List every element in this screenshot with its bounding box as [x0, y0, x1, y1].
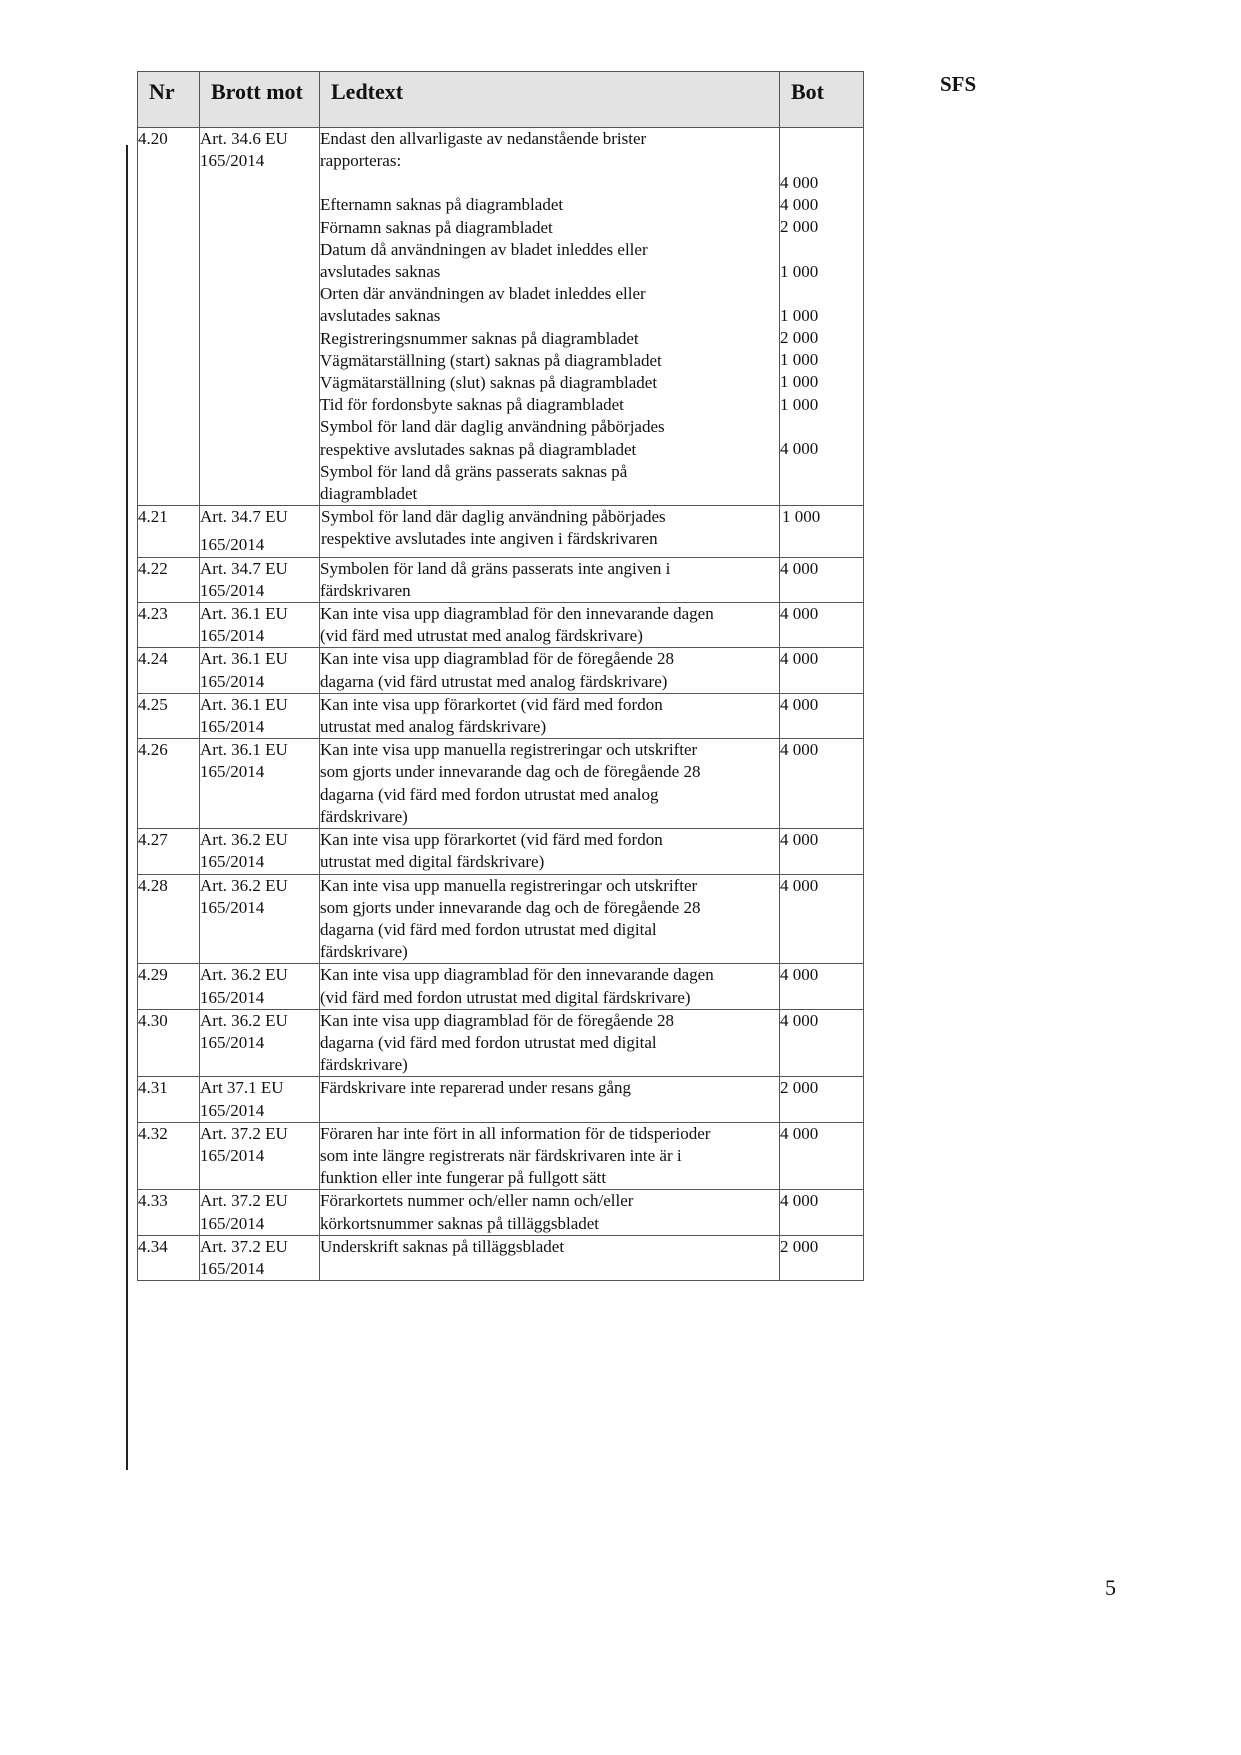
row-ledtext — [320, 874, 780, 964]
item-line: diagrambladet — [320, 484, 418, 504]
row-ledtext — [320, 829, 780, 874]
spacer — [320, 172, 779, 194]
row-brott-mot — [200, 964, 320, 1009]
row-ledtext — [320, 739, 780, 829]
row-brott-mot — [200, 648, 320, 693]
item-line: Vägmätarställning (slut) saknas på diagrambladet — [320, 373, 658, 393]
ledtext-line: färdskrivare) — [320, 942, 408, 962]
intro-line: Endast den allvarligaste av nedanstående brister — [320, 129, 647, 148]
ledtext-line: färdskrivaren — [320, 580, 411, 600]
item-line: avslutades saknas — [320, 262, 441, 282]
table-row — [138, 693, 864, 738]
ledtext-line: Kan inte visa upp förarkortet (vid färd med fordon — [320, 830, 663, 850]
row-nr: 4.33 — [138, 1190, 200, 1235]
row-brott-mot — [200, 1235, 320, 1280]
row-bot: 4 000 — [780, 829, 864, 874]
ledtext-line: dagarna (vid färd med fordon utrustat med analog — [320, 784, 659, 804]
item-line: respektive avslutades saknas på diagrambladet — [320, 439, 637, 459]
row-brott-mot — [200, 739, 320, 829]
brott-line: 165/2014 — [200, 1145, 265, 1165]
row-brott-mot — [200, 874, 320, 964]
brott-line: Art. 36.2 EU — [200, 1010, 288, 1030]
row-bot: 4 000 — [780, 874, 864, 964]
brott-line: 165/2014 — [200, 762, 265, 782]
bot-value: 1 000 — [780, 261, 819, 281]
row-ledtext — [320, 1190, 780, 1235]
ledtext-line: körkortsnummer saknas på tilläggsbladet — [320, 1213, 600, 1233]
row-ledtext — [320, 506, 780, 557]
header-nr: Nr — [138, 72, 200, 128]
bot-value: 4 000 — [780, 438, 819, 458]
row-nr: 4.32 — [138, 1122, 200, 1190]
row-bot: 4 000 — [780, 648, 864, 693]
row-brott-mot — [200, 1077, 320, 1122]
row-bot: 2 000 — [780, 1235, 864, 1280]
ledtext-line: Kan inte visa upp diagramblad för den innevarande dagen — [320, 965, 714, 985]
item-line: Symbol för land där daglig användning påbörjades — [320, 417, 665, 437]
header-brott-mot: Brott mot — [200, 72, 320, 128]
ledtext-line: Kan inte visa upp diagramblad för de föregående 28 — [320, 1010, 675, 1030]
row-bot: 4 000 — [780, 693, 864, 738]
bot-value: 1 000 — [780, 372, 819, 392]
item-line: Registreringsnummer saknas på diagrambladet — [320, 328, 639, 348]
row-ledtext — [320, 964, 780, 1009]
table-row — [138, 1077, 864, 1122]
page-number: 5 — [1105, 1575, 1116, 1600]
brott-line: Art. 36.1 EU — [200, 604, 288, 624]
row-nr: 4.26 — [138, 739, 200, 829]
penalty-table — [137, 71, 864, 1281]
brott-line: Art. 36.2 EU — [200, 830, 288, 850]
brott-line: 165/2014 — [200, 987, 265, 1007]
ledtext-line: dagarna (vid färd utrustat med analog färdskrivare) — [320, 671, 668, 691]
row-brott-mot — [200, 128, 320, 506]
ledtext-line: Kan inte visa upp diagramblad för de föregående 28 — [320, 649, 675, 669]
ledtext-line: Föraren har inte fört in all information för de tidsperioder — [320, 1123, 711, 1143]
ledtext-line: respektive avslutades inte angiven i färdskrivaren — [321, 529, 658, 549]
brott-line: 165/2014 — [200, 1258, 265, 1278]
ledtext-line: Kan inte visa upp diagramblad för den innevarande dagen — [320, 604, 714, 624]
row-bot: 4 000 — [780, 603, 864, 648]
brott-line: Art. 37.2 EU — [200, 1191, 288, 1211]
row-nr: 4.28 — [138, 874, 200, 964]
table-row — [138, 1190, 864, 1235]
ledtext-line: Underskrift saknas på tilläggsbladet — [320, 1236, 565, 1256]
brott-line: 165/2014 — [200, 1100, 265, 1120]
row-brott-mot — [200, 829, 320, 874]
brott-line: Art. 37.2 EU — [200, 1236, 288, 1256]
row-nr: 4.27 — [138, 829, 200, 874]
brott-line: 165/2014 — [200, 626, 265, 646]
table-row — [138, 739, 864, 829]
row-nr: 4.30 — [138, 1009, 200, 1077]
brott-line: Art. 36.2 EU — [200, 875, 288, 895]
ledtext-line: dagarna (vid färd med fordon utrustat med digital — [320, 919, 657, 939]
row-nr: 4.29 — [138, 964, 200, 1009]
section-label: SFS — [940, 72, 977, 96]
row-bot: 4 000 — [780, 1122, 864, 1190]
ledtext-line: som gjorts under innevarande dag och de föregående 28 — [320, 897, 701, 917]
row-brott-mot — [200, 1009, 320, 1077]
brott-line: Art. 36.1 EU — [200, 694, 288, 714]
row-brott-mot — [200, 603, 320, 648]
row-ledtext — [320, 648, 780, 693]
row-bot: 4 000 — [780, 964, 864, 1009]
bot-value: 2 000 — [780, 328, 819, 348]
ledtext-line: Färdskrivare inte reparerad under resans gång — [320, 1078, 632, 1098]
brott-line: Art. 37.2 EU — [200, 1123, 288, 1143]
row-bot: 1 000 — [780, 506, 864, 557]
ledtext-line: (vid färd med utrustat med analog färdskrivare) — [320, 626, 643, 646]
row-nr: 4.31 — [138, 1077, 200, 1122]
header-bot: Bot — [780, 72, 864, 128]
ledtext-line: som gjorts under innevarande dag och de föregående 28 — [320, 762, 701, 782]
ledtext-line: (vid färd med fordon utrustat med digital färdskrivare) — [320, 987, 691, 1007]
change-margin-bar — [126, 145, 128, 1470]
row-brott-mot — [200, 693, 320, 738]
brott-line: 165/2014 — [200, 580, 265, 600]
item-line: avslutades saknas — [320, 306, 441, 326]
row-ledtext — [320, 557, 780, 602]
item-line: Orten där användningen av bladet inleddes eller — [320, 284, 646, 304]
row-ledtext — [320, 1235, 780, 1280]
table-row — [138, 829, 864, 874]
row-nr: 4.22 — [138, 557, 200, 602]
bot-value: 1 000 — [780, 305, 819, 325]
row-ledtext — [320, 128, 780, 506]
ledtext-line: dagarna (vid färd med fordon utrustat med digital — [320, 1032, 657, 1052]
spacer — [780, 283, 863, 305]
brott-line: 165/2014 — [200, 852, 265, 872]
ledtext-line: Symbolen för land då gräns passerats inte angiven i — [320, 558, 671, 578]
brott-line: Art. 34.7 EU — [200, 558, 288, 578]
ledtext-line: färdskrivare) — [320, 806, 408, 826]
row-nr: 4.34 — [138, 1235, 200, 1280]
brott-line: 165/2014 — [200, 535, 265, 555]
brott-line: 165/2014 — [200, 717, 265, 737]
row-brott-mot — [200, 1190, 320, 1235]
spacer — [780, 239, 863, 261]
brott-line: 165/2014 — [200, 1032, 265, 1052]
row-nr: 4.20 — [138, 128, 200, 506]
brott-line: Art. 34.6 EU — [200, 129, 288, 148]
table-header-row — [138, 72, 864, 128]
table-row — [138, 1235, 864, 1280]
row-brott-mot — [200, 506, 320, 557]
ledtext-line: Kan inte visa upp förarkortet (vid färd med fordon — [320, 694, 663, 714]
ledtext-line: utrustat med analog färdskrivare) — [320, 717, 547, 737]
item-line: Vägmätarställning (start) saknas på diagrambladet — [320, 350, 662, 370]
intro-line: rapporteras: — [320, 151, 402, 171]
spacer — [780, 128, 863, 150]
ledtext-line: Kan inte visa upp manuella registreringar och utskrifter — [320, 740, 698, 760]
item-line: Datum då användningen av bladet inleddes eller — [320, 239, 648, 259]
brott-line: 165/2014 — [200, 671, 265, 691]
row-ledtext — [320, 693, 780, 738]
row-nr: 4.25 — [138, 693, 200, 738]
item-line: Efternamn saknas på diagrambladet — [320, 195, 564, 215]
ledtext-line: Symbol för land där daglig användning påbörjades — [321, 507, 666, 527]
item-line: Tid för fordonsbyte saknas på diagrambladet — [320, 395, 624, 415]
brott-line: Art. 36.1 EU — [200, 740, 288, 760]
brott-line: 165/2014 — [200, 1213, 265, 1233]
brott-line: Art. 36.2 EU — [200, 965, 288, 985]
row-ledtext — [320, 603, 780, 648]
row-bot: 4 000 — [780, 557, 864, 602]
ledtext-line: Förarkortets nummer och/eller namn och/eller — [320, 1191, 634, 1211]
table-row — [138, 603, 864, 648]
row-bot: 4 000 — [780, 1190, 864, 1235]
row-bot: 2 000 — [780, 1077, 864, 1122]
table-row — [138, 1122, 864, 1190]
brott-line: Art. 36.1 EU — [200, 649, 288, 669]
bot-value: 1 000 — [780, 394, 819, 414]
row-ledtext — [320, 1122, 780, 1190]
bot-value: 1 000 — [780, 350, 819, 370]
bot-value: 4 000 — [780, 173, 819, 192]
row-ledtext — [320, 1009, 780, 1077]
row-brott-mot — [200, 557, 320, 602]
brott-line: 165/2014 — [200, 897, 265, 917]
ledtext-line: utrustat med digital färdskrivare) — [320, 852, 545, 872]
spacer — [780, 150, 863, 172]
table-row — [138, 874, 864, 964]
table-row — [138, 128, 864, 506]
row-bot: 4 000 — [780, 739, 864, 829]
row-nr: 4.21 — [138, 506, 200, 557]
bot-value: 4 000 — [780, 195, 819, 215]
ledtext-line: Kan inte visa upp manuella registreringar och utskrifter — [320, 875, 698, 895]
header-ledtext: Ledtext — [320, 72, 780, 128]
ledtext-line: funktion eller inte fungerar på fullgott sätt — [320, 1168, 607, 1188]
brott-line: 165/2014 — [200, 151, 265, 171]
brott-line: Art 37.1 EU — [200, 1078, 284, 1098]
table-row — [138, 1009, 864, 1077]
table-row — [138, 557, 864, 602]
table-row — [138, 648, 864, 693]
row-ledtext — [320, 1077, 780, 1122]
row-nr: 4.24 — [138, 648, 200, 693]
row-bot: 4 000 — [780, 1009, 864, 1077]
item-line: Förnamn saknas på diagrambladet — [320, 217, 553, 237]
row-nr: 4.23 — [138, 603, 200, 648]
table-row — [138, 506, 864, 557]
row-bot — [780, 128, 864, 506]
ledtext-line: som inte längre registrerats när färdskrivaren inte är i — [320, 1145, 682, 1165]
brott-line: Art. 34.7 EU — [200, 507, 288, 527]
ledtext-line: färdskrivare) — [320, 1055, 408, 1075]
bot-value: 2 000 — [780, 217, 819, 237]
row-brott-mot — [200, 1122, 320, 1190]
table-row — [138, 964, 864, 1009]
spacer — [780, 416, 863, 438]
item-line: Symbol för land då gräns passerats saknas på — [320, 461, 628, 481]
